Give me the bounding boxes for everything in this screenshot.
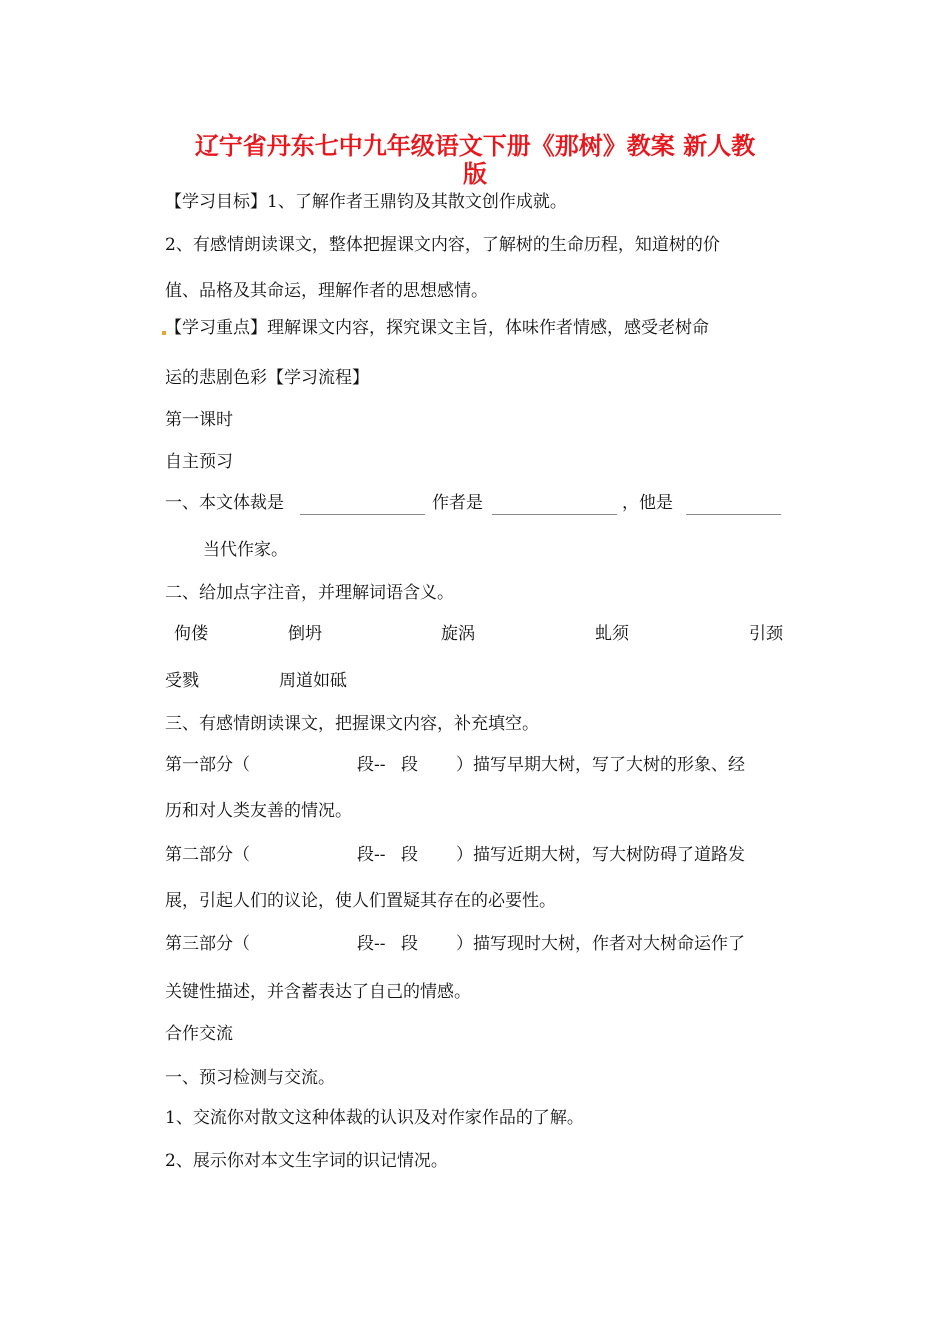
vocab-word: 倒坍 xyxy=(288,624,322,644)
q3-instruction: 三、有感情朗读课文，把握课文内容，补充填空。 xyxy=(165,714,539,734)
part-description-continued: 展，引起人们的议论，使人们置疑其存在的必要性。 xyxy=(165,891,556,911)
part-description-continued: 历和对人类友善的情况。 xyxy=(165,801,352,821)
paragraph-to: 段 xyxy=(401,934,418,954)
check-heading: 一、预习检测与交流。 xyxy=(165,1068,335,1088)
part-description-continued: 关键性描述，并含蓄表达了自己的情感。 xyxy=(165,982,471,1002)
part-label: 第二部分（ xyxy=(165,845,250,865)
vocab-word: 周道如砥 xyxy=(279,671,347,691)
part-label: 第一部分（ xyxy=(165,755,250,775)
identity-blank xyxy=(686,514,781,515)
q1-genre-label: 一、本文体裁是 xyxy=(165,493,284,513)
exchange-item-1: 1、交流你对散文这种体裁的认识及对作家作品的了解。 xyxy=(165,1108,584,1128)
part-description: ）描写早期大树，写了大树的形象、经 xyxy=(456,755,745,775)
part-label: 第三部分（ xyxy=(165,934,250,954)
part-description: ）描写近期大树，写大树防碍了道路发 xyxy=(456,845,745,865)
vocab-word: 受戮 xyxy=(165,671,199,691)
vocab-word: 旋涡 xyxy=(441,624,475,644)
document-title-continued: 版 xyxy=(463,160,487,188)
objectives-line-1: 【学习目标】1、了解作者王鼎钧及其散文创作成就。 xyxy=(165,192,567,212)
q1-he-is-label: ，他是 xyxy=(622,493,673,513)
part-description: ）描写现时大树，作者对大树命运作了 xyxy=(456,934,745,954)
paragraph-from: 段-- xyxy=(357,755,386,775)
q1-author-label: 作者是 xyxy=(432,493,483,513)
cooperate-heading: 合作交流 xyxy=(165,1024,233,1044)
vocab-word: 虬须 xyxy=(595,624,629,644)
genre-blank xyxy=(300,514,425,515)
focus-line-1: 【学习重点】理解课文内容，探究课文主旨，体味作者情感，感受老树命 xyxy=(165,318,709,338)
q1-contemporary-writer: 当代作家。 xyxy=(203,540,288,560)
vocab-word: 佝偻 xyxy=(174,624,208,644)
self-study-heading: 自主预习 xyxy=(165,452,233,472)
paragraph-to: 段 xyxy=(401,755,418,775)
lesson-heading: 第一课时 xyxy=(165,410,233,430)
document-title: 辽宁省丹东七中九年级语文下册《那树》教案 新人教 xyxy=(194,132,756,160)
paragraph-to: 段 xyxy=(401,845,418,865)
paragraph-from: 段-- xyxy=(357,845,386,865)
vocab-word: 引颈 xyxy=(749,624,783,644)
objectives-line-3: 值、品格及其命运，理解作者的思想感情。 xyxy=(165,281,488,301)
exchange-item-2: 2、展示你对本文生字词的识记情况。 xyxy=(165,1151,448,1171)
focus-line-2: 运的悲剧色彩【学习流程】 xyxy=(165,368,369,388)
paragraph-from: 段-- xyxy=(357,934,386,954)
q2-instruction: 二、给加点字注音，并理解词语含义。 xyxy=(165,583,454,603)
author-blank xyxy=(492,514,617,515)
objectives-line-2: 2、有感情朗读课文，整体把握课文内容，了解树的生命历程，知道树的价 xyxy=(165,235,720,255)
